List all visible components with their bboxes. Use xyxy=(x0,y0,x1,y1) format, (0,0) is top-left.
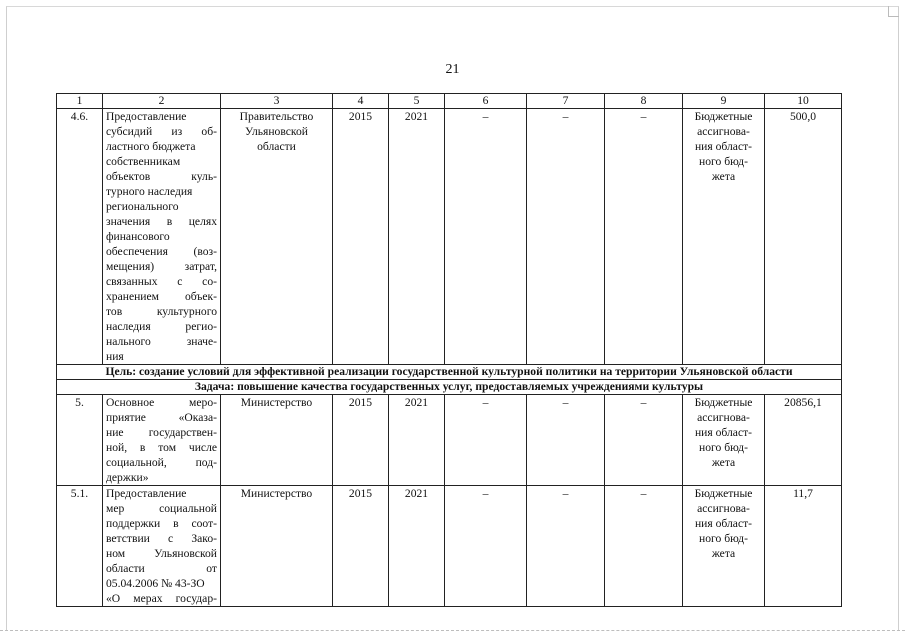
column-header: 8 xyxy=(605,94,683,109)
row-end-year: 2021 xyxy=(389,395,445,486)
row-funding-source: Бюджетные ассигнова- ния област- ного бюд- жета xyxy=(683,109,765,365)
row-executor: Министерство xyxy=(221,486,333,607)
column-header: 6 xyxy=(445,94,527,109)
column-header: 3 xyxy=(221,94,333,109)
row-description: Основное меро- приятие «Оказа- ние государствен- ной, в том числе социальной, под- держки» xyxy=(103,395,221,486)
row-col8: – xyxy=(605,486,683,607)
row-number: 5. xyxy=(57,395,103,486)
row-funding-source: Бюджетные ассигнова- ния област- ного бюд- жета xyxy=(683,486,765,607)
row-col6: – xyxy=(445,395,527,486)
task-text: Задача: повышение качества государственных услуг, предоставляемых учреждениями культуры xyxy=(57,380,842,395)
row-end-year: 2021 xyxy=(389,486,445,607)
row-description: Предоставление субсидий из об- ластного бюджета собственникам объектов куль- турного наследия регионального значения в целях финансового обеспечения (воз- мещения) затрат, связанных с со- хранением объек- тов культурного наследия регио- нального значе- ния xyxy=(103,109,221,365)
row-col6: – xyxy=(445,109,527,365)
row-col7: – xyxy=(527,486,605,607)
column-header: 1 xyxy=(57,94,103,109)
row-col8: – xyxy=(605,109,683,365)
table-row xyxy=(57,109,842,365)
goal-text: Цель: создание условий для эффективной реализации государственной культурной политики на территории Ульяновской области xyxy=(57,365,842,380)
row-start-year: 2015 xyxy=(333,395,389,486)
row-col7: – xyxy=(527,109,605,365)
goal-row xyxy=(57,365,842,380)
row-start-year: 2015 xyxy=(333,486,389,607)
row-amount: 20856,1 xyxy=(765,395,842,486)
column-header: 7 xyxy=(527,94,605,109)
row-executor: Министерство xyxy=(221,395,333,486)
page-number: 21 xyxy=(445,62,460,77)
row-number: 4.6. xyxy=(57,109,103,365)
row-executor: Правительство Ульяновской области xyxy=(221,109,333,365)
table-row xyxy=(57,395,842,486)
row-col7: – xyxy=(527,395,605,486)
column-header: 2 xyxy=(103,94,221,109)
table-row xyxy=(57,486,842,607)
row-col8: – xyxy=(605,395,683,486)
page-corner-mark xyxy=(888,6,899,17)
row-col6: – xyxy=(445,486,527,607)
row-amount: 11,7 xyxy=(765,486,842,607)
row-amount: 500,0 xyxy=(765,109,842,365)
column-header-row xyxy=(57,94,842,109)
column-header: 4 xyxy=(333,94,389,109)
column-header: 5 xyxy=(389,94,445,109)
column-header: 9 xyxy=(683,94,765,109)
row-start-year: 2015 xyxy=(333,109,389,365)
task-row xyxy=(57,380,842,395)
page-bottom-edge xyxy=(0,630,905,631)
row-description: Предоставление мер социальной поддержки в соот- ветствии с Зако- ном Ульяновской области от 05.04.2006 № 43-ЗО «О мерах государ- xyxy=(103,486,221,607)
program-table xyxy=(56,93,842,607)
column-header: 10 xyxy=(765,94,842,109)
row-funding-source: Бюджетные ассигнова- ния област- ного бюд- жета xyxy=(683,395,765,486)
row-number: 5.1. xyxy=(57,486,103,607)
row-end-year: 2021 xyxy=(389,109,445,365)
